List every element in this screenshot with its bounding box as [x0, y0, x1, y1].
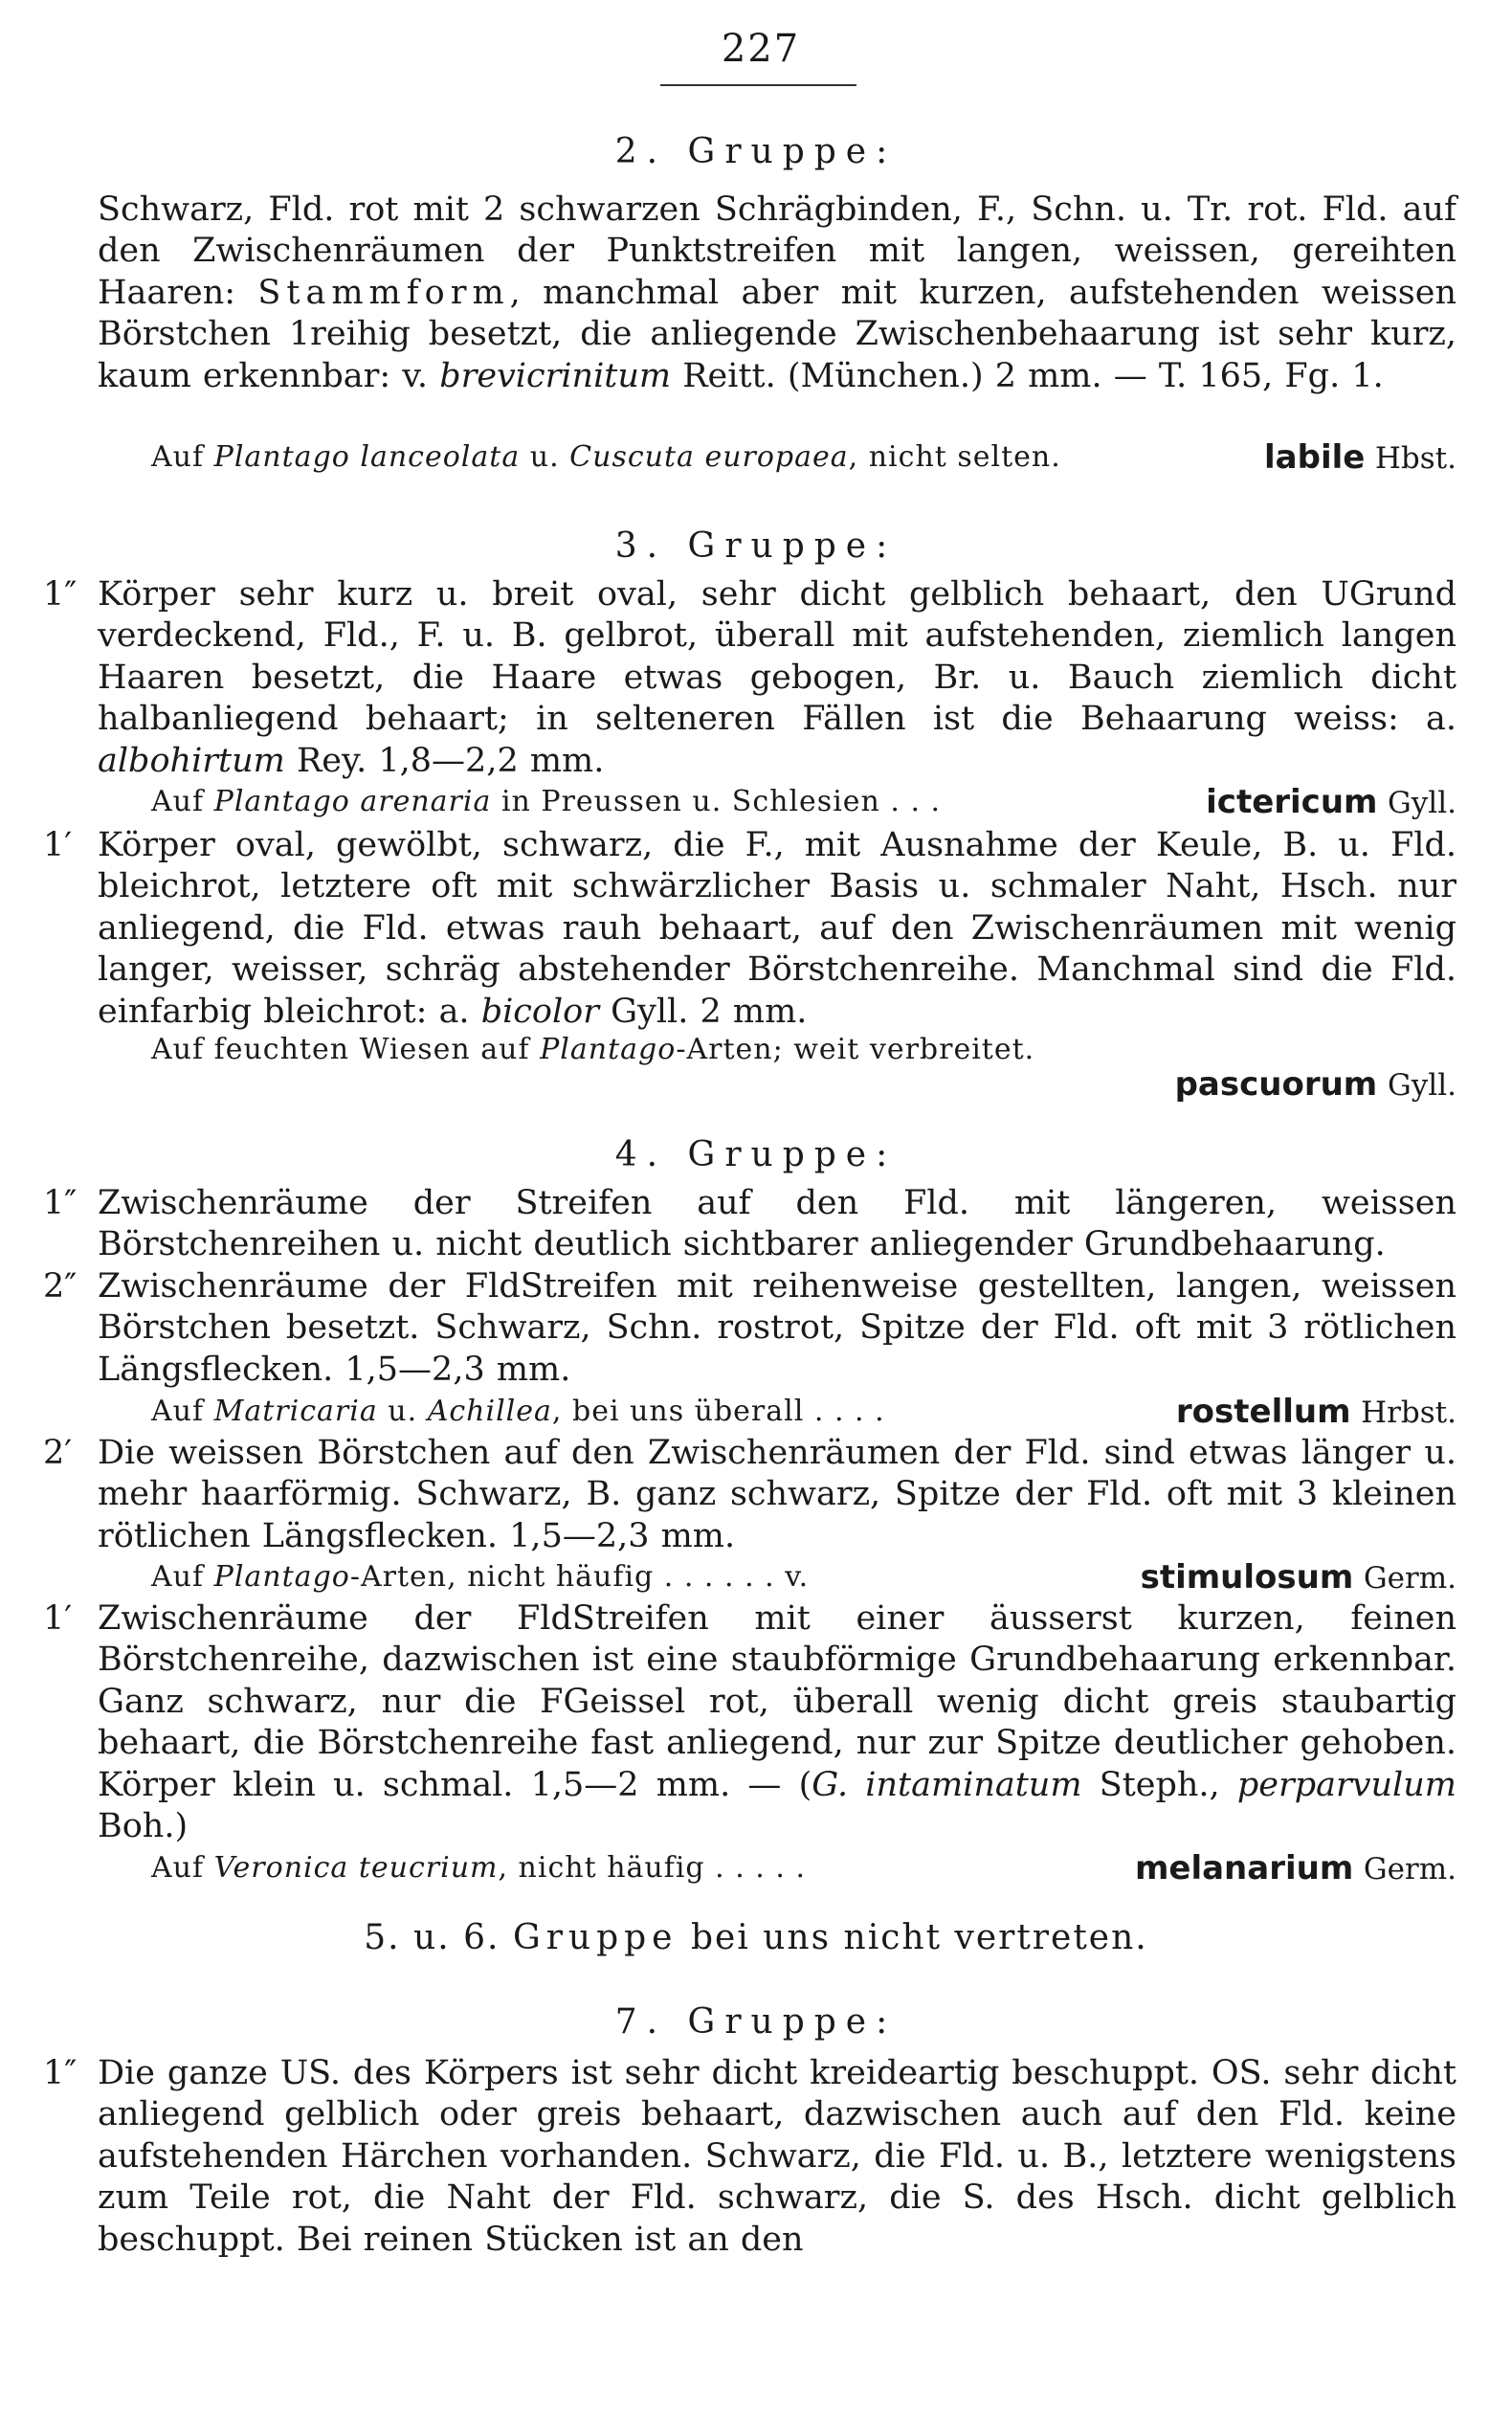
page-number: 227 — [721, 27, 801, 71]
host-prefix: Auf — [151, 440, 205, 474]
synonym-author: Steph., — [1099, 1765, 1220, 1804]
key-marker: 1″ — [43, 575, 78, 614]
entry-tail: Gyll. 2 mm. — [611, 992, 808, 1031]
species-name: ictericum — [1206, 783, 1378, 821]
key-marker: 1″ — [43, 1184, 78, 1222]
group-4-heading: 4. Gruppe: — [614, 1135, 898, 1174]
entry-text: Zwischenräume der FldStreifen mit einer äusserst kurzen, feinen Börstchenreihe, dazwischen ist eine staubförmige Grundbehaarung erkennbar. Ganz schwarz, nur die FGeissel rot, überall wenig dicht greis staubartig behaart, die Börstchenreihe fast anliegend, nur zur Spitze deutlicher gehoben. Körper klein u. schmal. 1,5—2 mm. — — [98, 1599, 1456, 1804]
host-prefix: Auf — [151, 1560, 205, 1594]
group-2-text-b: , manchmal aber mit kurzen, aufstehenden weissen Börstchen 1reihig besetzt, die anliegende Zwischenbehaarung ist sehr kurz, kaum erkennbar: v. — [98, 273, 1456, 395]
group-word: Gruppe — [512, 1918, 678, 1957]
entry-tail: Rey. 1,8—2,2 mm. — [296, 741, 605, 780]
key-marker: 2″ — [43, 1267, 78, 1306]
host-prefix: Auf — [151, 785, 205, 818]
host-prefix: Auf — [151, 1395, 205, 1428]
key-marker: 1′ — [43, 1599, 73, 1638]
aberration-name: bicolor — [480, 992, 599, 1031]
host-plant: Plantago lanceolata — [213, 440, 521, 474]
synonym-name: perparvulum — [1236, 1765, 1456, 1804]
group-3-entry-2 — [98, 825, 1456, 1033]
host-suffix: , nicht selten. — [848, 440, 1061, 474]
species-name: melanarium — [1134, 1849, 1354, 1887]
group-4-entry-4 — [98, 1598, 1456, 1847]
species-name: labile — [1264, 438, 1366, 477]
entry-text: Die weissen Börstchen auf den Zwischenräumen der Fld. sind etwas länger u. mehr haarförmig. Schwarz, B. ganz schwarz, Spitze der Fld. oft mit 3 kleinen rötlichen Längsflecken. 1,5—2,3 mm. — [98, 1434, 1456, 1555]
group-note: bei uns nicht vertreten. — [690, 1918, 1148, 1957]
host-plant: Plantago — [540, 1033, 677, 1066]
group-7-heading: 7. Gruppe: — [614, 2002, 898, 2042]
key-marker: 2′ — [43, 1434, 73, 1472]
group-3-species-line — [1175, 1065, 1456, 1105]
entry-text: Zwischenräume der Streifen auf den Fld. mit längeren, weissen Börstchenreihen u. nicht deutlich sichtbarer anliegender Grundbehaarung. — [98, 1184, 1456, 1264]
host-suffix: -Arten; weit verbreitet. — [676, 1033, 1035, 1066]
group-4-host-line-3 — [151, 1849, 1456, 1887]
synonym-name: G. intaminatum — [812, 1765, 1082, 1804]
host-plant: Veronica teucrium — [213, 1851, 499, 1885]
group-3-entry-1 — [98, 574, 1456, 782]
group-4-host-line-2 — [151, 1558, 1456, 1597]
host-conjunction: u. — [529, 440, 560, 474]
group-4-entry-3 — [98, 1433, 1456, 1557]
group-2-text-c: Reitt. (München.) 2 mm. — T. 165, Fg. 1. — [682, 356, 1384, 395]
group-5-6-heading — [0, 1918, 1512, 1958]
aberration-name: albohirtum — [98, 741, 285, 780]
entry-text: Die ganze US. des Körpers ist sehr dicht kreideartig beschuppt. OS. sehr dicht anliegend gelblich oder greis behaart, dazwischen auch auf den Fld. keine aufstehenden Härchen vorhanden. Schwarz, die Fld. u. B., letztere wenigstens zum Teile rot, die Naht der Fld. schwarz, die S. des Hsch. dicht gelblich beschuppt. Bei reinen Stücken ist an den — [98, 2054, 1456, 2259]
host-plant: Achillea — [427, 1395, 552, 1428]
group-2-host-line — [151, 438, 1456, 477]
host-plant: Plantago — [213, 1560, 350, 1594]
group-2-heading: 2. Gruppe: — [614, 132, 898, 171]
host-suffix: , nicht häufig . . . . . — [498, 1851, 806, 1885]
group-7-entry-1 — [98, 2053, 1456, 2261]
host-plant: Cuscuta europaea — [569, 440, 849, 474]
host-prefix: Auf feuchten Wiesen auf — [151, 1033, 530, 1066]
group-4-entry-1 — [98, 1183, 1456, 1266]
species-name: stimulosum — [1140, 1558, 1354, 1597]
host-plant: Matricaria — [213, 1395, 378, 1428]
species-name: pascuorum — [1174, 1065, 1378, 1104]
host-suffix: in Preussen u. Schlesien . . . — [500, 785, 942, 818]
host-prefix: Auf — [151, 1851, 205, 1885]
group-4-host-line-1 — [151, 1393, 1456, 1431]
group-3-heading: 3. Gruppe: — [614, 526, 898, 566]
host-suffix: -Arten, nicht häufig . . . . . . v. — [349, 1560, 810, 1594]
synonym-author: Boh.) — [98, 1807, 189, 1846]
species-author: Hbst. — [1374, 441, 1456, 476]
entry-text: Körper sehr kurz u. breit oval, sehr dicht gelblich behaart, den UGrund verdeckend, Fld., F. u. B. gelbrot, überall mit aufstehenden, ziemlich langen Haaren besetzt, die Haare etwas gebogen, Br. u. Bauch ziemlich dicht halbanliegend behaart; in selteneren Fällen ist die Behaarung weiss: a. — [98, 575, 1456, 739]
host-conjunction: u. — [388, 1395, 418, 1428]
species-author: Gyll. — [1388, 1068, 1456, 1103]
host-plant: Plantago arenaria — [213, 785, 492, 818]
species-name: rostellum — [1175, 1393, 1351, 1431]
group-3-host-line-1 — [151, 783, 1456, 821]
species-author: Hrbst. — [1361, 1396, 1456, 1430]
group-4-entry-2 — [98, 1266, 1456, 1391]
variety-name: brevicrinitum — [439, 356, 672, 395]
page-number-rule — [660, 84, 856, 86]
group-number: 5. u. 6. — [364, 1918, 500, 1957]
stammform-label: Stammform — [257, 273, 510, 312]
key-marker: 1″ — [43, 2054, 78, 2092]
group-3-host-line-2 — [151, 1031, 1456, 1069]
host-suffix: , bei uns überall . . . . — [551, 1395, 885, 1428]
species-author: Gyll. — [1388, 786, 1456, 820]
species-author: Germ. — [1363, 1561, 1456, 1596]
group-2-text-a: Schwarz, Fld. rot mit 2 schwarzen Schrägbinden, F., Schn. u. Tr. rot. Fld. auf den Zwischenräumen der Punktstreifen mit langen, weissen, gereihten Haaren: — [98, 190, 1456, 312]
synonym-bracket: ( — [798, 1765, 812, 1804]
entry-text: Zwischenräume der FldStreifen mit reihenweise gestellten, langen, weissen Börstchen besetzt. Schwarz, Schn. rostrot, Spitze der Fld. oft mit 3 rötlichen Längsflecken. 1,5—2,3 mm. — [98, 1267, 1456, 1389]
species-author: Germ. — [1363, 1852, 1456, 1887]
group-2-description — [98, 190, 1456, 397]
key-marker: 1′ — [43, 826, 73, 864]
entry-text: Körper oval, gewölbt, schwarz, die F., mit Ausnahme der Keule, B. u. Fld. bleichrot, letztere oft mit schwärzlicher Basis u. schmaler Naht, Hsch. nur anliegend, die Fld. etwas rauh behaart, auf den Zwischenräumen mit wenig langer, weisser, schräg abstehender Börstchenreihe. Manchmal sind die Fld. einfarbig bleichrot: a. — [98, 826, 1456, 1031]
